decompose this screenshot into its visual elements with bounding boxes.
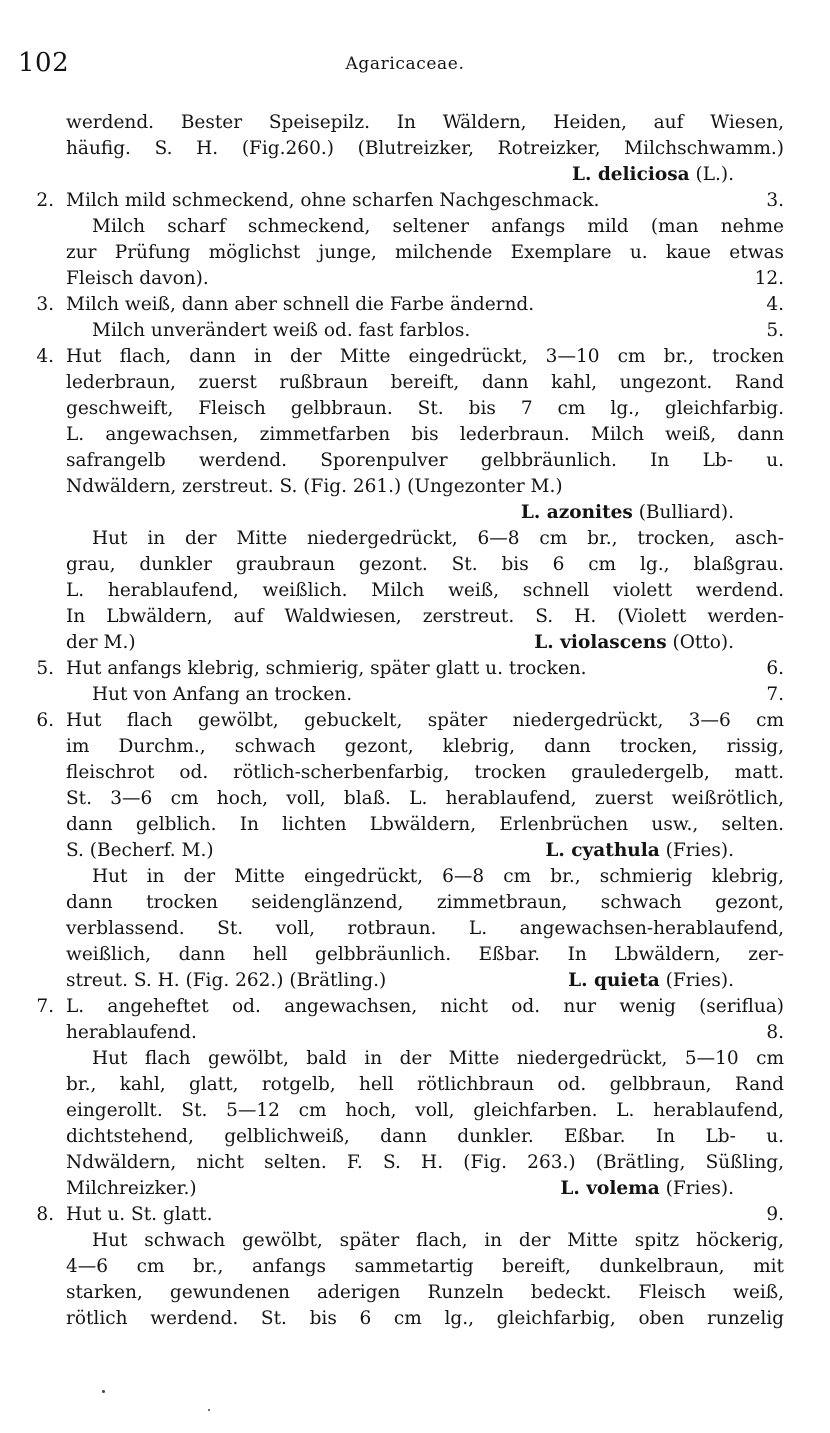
species-name-bold: L. cyathula xyxy=(545,840,660,861)
species-name-bold: L. violascens xyxy=(534,632,667,653)
line-text: L. angeheftet od. angewachsen, nicht od. nur wenig (seriflua) xyxy=(66,996,784,1017)
text-line xyxy=(0,1280,830,1306)
key-reference: 9. xyxy=(766,1204,784,1225)
text-line xyxy=(0,890,830,916)
line-text: zur Prüfung möglichst junge, milchende Exemplare u. kaue etwas xyxy=(66,242,784,263)
text-line xyxy=(0,266,830,292)
line-text: br., kahl, glatt, rotgelb, hell rötlichbraun od. gelbbraun, Rand xyxy=(66,1074,784,1095)
species-name-bold: L. azonites xyxy=(520,502,633,523)
line-text: lederbraun, zuerst rußbraun bereift, dann kahl, ungezont. Rand xyxy=(66,372,784,393)
text-line xyxy=(0,1228,830,1254)
line-text: Hut in der Mitte niedergedrückt, 6—8 cm br., trocken, asch- xyxy=(92,528,784,549)
line-text: werdend. Bester Speisepilz. In Wäldern, Heiden, auf Wiesen, xyxy=(66,112,784,133)
line-text: verblassend. St. voll, rotbraun. L. angewachsen-herablaufend, xyxy=(66,918,784,939)
species-name-bold: L. volema xyxy=(560,1178,660,1199)
key-entry xyxy=(0,292,830,318)
key-entry xyxy=(0,1202,830,1228)
line-text: Hut u. St. glatt. xyxy=(66,1204,213,1225)
line-text: S. (Becherf. M.) xyxy=(66,840,214,861)
text-line xyxy=(0,864,830,890)
line-text: dichtstehend, gelblichweiß, dann dunkler. Eßbar. In Lb- u. xyxy=(66,1126,784,1147)
key-reference: 12. xyxy=(754,268,784,289)
line-text: Milch scharf schmeckend, seltener anfangs mild (man nehme xyxy=(92,216,784,237)
key-entry xyxy=(0,344,830,370)
species-line xyxy=(0,500,830,526)
key-entry xyxy=(0,994,830,1020)
species-name xyxy=(568,968,734,994)
line-text: dann gelblich. In lichten Lbwäldern, Erlenbrüchen usw., selten. xyxy=(66,814,784,835)
text-line xyxy=(0,474,830,500)
species-name-bold: L. deliciosa xyxy=(571,164,690,185)
line-text: Hut von Anfang an trocken. xyxy=(92,684,353,705)
page-number: 102 xyxy=(18,48,70,78)
line-text: rötlich werdend. St. bis 6 cm lg., gleichfarbig, oben runzelig xyxy=(66,1308,784,1329)
key-number: 6. xyxy=(36,710,54,731)
key-number: 4. xyxy=(36,346,54,367)
line-text: Milch unverändert weiß od. fast farblos. xyxy=(92,320,471,341)
line-text: St. 3—6 cm hoch, voll, blaß. L. herablaufend, zuerst weißrötlich, xyxy=(66,788,784,809)
page-header xyxy=(0,48,830,82)
text-line xyxy=(0,1254,830,1280)
species-line xyxy=(0,1176,830,1202)
text-line xyxy=(0,448,830,474)
line-text: Hut in der Mitte eingedrückt, 6—8 cm br., schmierig klebrig, xyxy=(92,866,784,887)
line-text: herablaufend. xyxy=(66,1022,197,1043)
text-line xyxy=(0,422,830,448)
key-reference: 7. xyxy=(766,684,784,705)
species-name xyxy=(521,500,734,526)
line-text: Milchreizker.) xyxy=(66,1178,197,1199)
species-line xyxy=(0,838,830,864)
line-text: 4—6 cm br., anfangs sammetartig bereift, dunkelbraun, mit xyxy=(66,1256,784,1277)
line-text: Hut anfangs klebrig, schmierig, später glatt u. trocken. xyxy=(66,658,587,679)
line-text: In Lbwäldern, auf Waldwiesen, zerstreut. S. H. (Violett werden- xyxy=(66,606,784,627)
text-line xyxy=(0,1306,830,1332)
text-line xyxy=(0,1098,830,1124)
species-author: (Fries). xyxy=(659,840,734,861)
line-text: häufig. S. H. (Fig.260.) (Blutreizker, Rotreizker, Milchschwamm.) xyxy=(66,138,784,159)
line-text: Ndwäldern, zerstreut. S. (Fig. 261.) (Ungezonter M.) xyxy=(66,476,563,497)
page-body xyxy=(0,110,830,1332)
line-text: Fleisch davon). xyxy=(66,268,209,289)
text-line xyxy=(0,136,830,162)
line-text: L. herablaufend, weißlich. Milch weiß, schnell violett werdend. xyxy=(66,580,784,601)
line-text: dann trocken seidenglänzend, zimmetbraun, schwach gezont, xyxy=(66,892,784,913)
paper-speck xyxy=(102,1390,105,1393)
text-line xyxy=(0,604,830,630)
line-text: Milch weiß, dann aber schnell die Farbe ändernd. xyxy=(66,294,535,315)
species-author: (Otto). xyxy=(666,632,734,653)
species-name xyxy=(572,162,734,188)
key-reference: 3. xyxy=(766,190,784,211)
line-text: Hut flach, dann in der Mitte eingedrückt, 3—10 cm br., trocken xyxy=(66,346,784,367)
line-text: im Durchm., schwach gezont, klebrig, dann trocken, rissig, xyxy=(66,736,784,757)
line-text: grau, dunkler graubraun gezont. St. bis 6 cm lg., blaßgrau. xyxy=(66,554,784,575)
paper-speck xyxy=(208,1409,210,1411)
line-text: Ndwäldern, nicht selten. F. S. H. (Fig. 263.) (Brätling, Süßling, xyxy=(66,1152,784,1173)
text-line xyxy=(0,214,830,240)
text-line xyxy=(0,370,830,396)
species-name-bold: L. quieta xyxy=(568,970,660,991)
key-number: 5. xyxy=(36,658,54,679)
text-line xyxy=(0,110,830,136)
key-number: 7. xyxy=(36,996,54,1017)
line-text: eingerollt. St. 5—12 cm hoch, voll, gleichfarben. L. herablaufend, xyxy=(66,1100,784,1121)
text-line xyxy=(0,916,830,942)
line-text: geschweift, Fleisch gelbbraun. St. bis 7 cm lg., gleichfarbig. xyxy=(66,398,784,419)
text-line xyxy=(0,786,830,812)
text-line xyxy=(0,240,830,266)
line-text: Hut schwach gewölbt, später flach, in der Mitte spitz höckerig, xyxy=(92,1230,784,1251)
line-text: Hut flach gewölbt, gebuckelt, später niedergedrückt, 3—6 cm xyxy=(66,710,784,731)
text-line xyxy=(0,578,830,604)
species-author: (Fries). xyxy=(659,1178,734,1199)
line-text: weißlich, dann hell gelbbräunlich. Eßbar. In Lbwäldern, zer- xyxy=(66,944,784,965)
text-line xyxy=(0,1124,830,1150)
key-reference: 6. xyxy=(766,658,784,679)
text-line xyxy=(0,734,830,760)
text-line xyxy=(0,682,830,708)
text-line xyxy=(0,1046,830,1072)
text-line xyxy=(0,552,830,578)
text-line xyxy=(0,760,830,786)
species-name xyxy=(534,630,734,656)
line-text: Hut flach gewölbt, bald in der Mitte niedergedrückt, 5—10 cm xyxy=(92,1048,784,1069)
text-line xyxy=(0,1020,830,1046)
key-number: 8. xyxy=(36,1204,54,1225)
text-line xyxy=(0,396,830,422)
line-text: L. angewachsen, zimmetfarben bis lederbraun. Milch weiß, dann xyxy=(66,424,784,445)
species-line xyxy=(0,968,830,994)
text-line xyxy=(0,1150,830,1176)
species-line xyxy=(0,630,830,656)
text-line xyxy=(0,318,830,344)
species-author: (L.). xyxy=(689,164,734,185)
line-text: starken, gewundenen aderigen Runzeln bedeckt. Fleisch weiß, xyxy=(66,1282,784,1303)
line-text: streut. S. H. (Fig. 262.) (Brätling.) xyxy=(66,970,387,991)
line-text: safrangelb werdend. Sporenpulver gelbbräunlich. In Lb- u. xyxy=(66,450,784,471)
species-line xyxy=(0,162,830,188)
species-name xyxy=(560,1176,734,1202)
key-number: 2. xyxy=(36,190,54,211)
key-number: 3. xyxy=(36,294,54,315)
species-name xyxy=(545,838,734,864)
species-author: (Bulliard). xyxy=(632,502,734,523)
text-line xyxy=(0,1072,830,1098)
text-line xyxy=(0,812,830,838)
key-entry xyxy=(0,708,830,734)
key-entry xyxy=(0,656,830,682)
species-author: (Fries). xyxy=(659,970,734,991)
key-reference: 4. xyxy=(766,294,784,315)
text-line xyxy=(0,942,830,968)
line-text: fleischrot od. rötlich-scherbenfarbig, trocken grauledergelb, matt. xyxy=(66,762,784,783)
key-entry xyxy=(0,188,830,214)
text-line xyxy=(0,526,830,552)
line-text: Milch mild schmeckend, ohne scharfen Nachgeschmack. xyxy=(66,190,600,211)
running-title: Agaricaceae. xyxy=(345,54,465,74)
key-reference: 5. xyxy=(766,320,784,341)
line-text: der M.) xyxy=(66,632,136,653)
key-reference: 8. xyxy=(766,1022,784,1043)
